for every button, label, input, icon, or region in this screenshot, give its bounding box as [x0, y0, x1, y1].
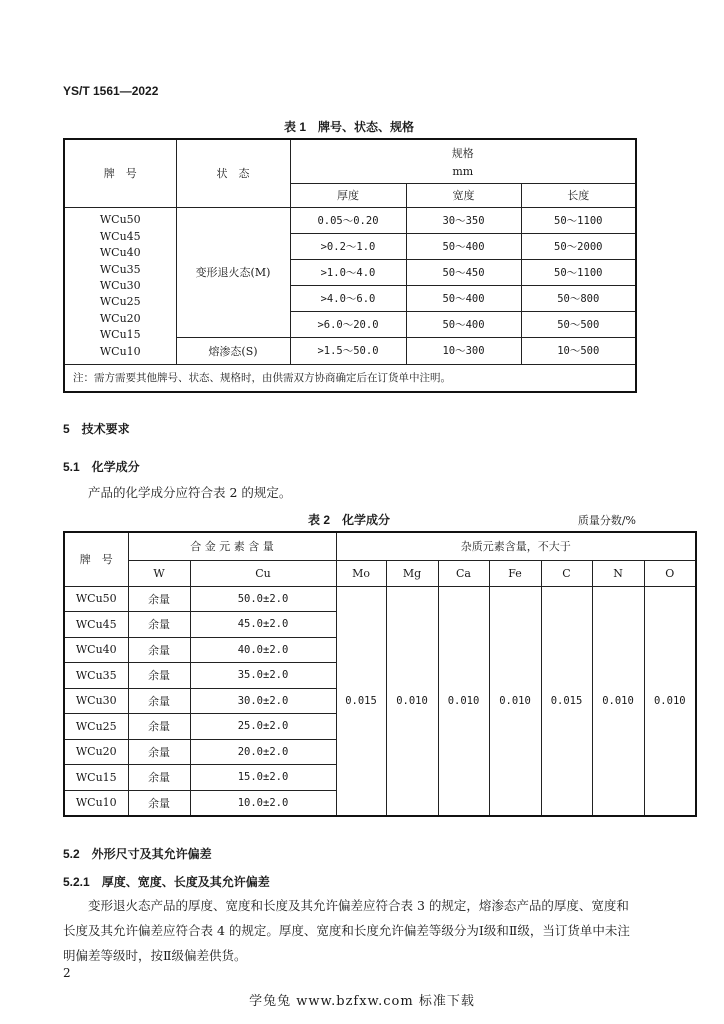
table2-w: 余量 [128, 688, 190, 714]
standard-code: YS/T 1561—2022 [63, 84, 159, 98]
table2-n-value: 0.010 [592, 586, 644, 816]
table1-cell: 50～450 [406, 259, 521, 285]
table1 [63, 138, 637, 393]
table2-o-value: 0.010 [644, 586, 696, 816]
table2-cu: 15.0±2.0 [190, 765, 336, 791]
table2-cu: 35.0±2.0 [190, 663, 336, 689]
table2-header-alloy: 合 金 元 素 含 量 [128, 532, 336, 560]
table2-header-n: N [592, 560, 644, 586]
table2-header-mg: Mg [386, 560, 438, 586]
section-5-2-1-heading: 5.2.1 厚度、宽度、长度及其允许偏差 [63, 875, 270, 889]
table1-cell: 50～400 [406, 285, 521, 311]
table2-ca-value: 0.010 [438, 586, 489, 816]
table2-cu: 25.0±2.0 [190, 714, 336, 740]
table2-header-cu: Cu [190, 560, 336, 586]
table2-grade: WCu25 [64, 714, 128, 740]
table2-grade: WCu40 [64, 637, 128, 663]
table2-w: 余量 [128, 790, 190, 816]
grade-item: WCu40 [99, 246, 141, 260]
table1-header-state: 状 态 [176, 139, 290, 207]
grade-item: WCu35 [99, 262, 141, 276]
table1-cell: 30～350 [406, 207, 521, 233]
table2-mo-value: 0.015 [336, 586, 386, 816]
table2-fe-value: 0.010 [489, 586, 541, 816]
table1-cell: 0.05～0.20 [290, 207, 406, 233]
table1-header-thickness: 厚度 [290, 183, 406, 207]
table2-header-o: O [644, 560, 696, 586]
table2-cu: 20.0±2.0 [190, 739, 336, 765]
table2-w: 余量 [128, 739, 190, 765]
table1-cell: 50～1100 [521, 207, 636, 233]
section-5-2-heading: 5.2 外形尺寸及其允许偏差 [63, 847, 212, 861]
table2-w: 余量 [128, 663, 190, 689]
table2-c-value: 0.015 [541, 586, 592, 816]
table2-w: 余量 [128, 765, 190, 791]
grade-item: WCu30 [99, 278, 141, 292]
table2-header-mo: Mo [336, 560, 386, 586]
table1-cell: >0.2～1.0 [290, 233, 406, 259]
table2-header-fe: Fe [489, 560, 541, 586]
grade-item: WCu20 [99, 311, 141, 325]
table2-header-ca: Ca [438, 560, 489, 586]
table1-cell: >4.0～6.0 [290, 285, 406, 311]
table1-cell: >1.0～4.0 [290, 259, 406, 285]
table2-mg-value: 0.010 [386, 586, 438, 816]
grade-item: WCu45 [99, 229, 141, 243]
table2-cu: 30.0±2.0 [190, 688, 336, 714]
table2-w: 余量 [128, 586, 190, 612]
table2-header-c: C [541, 560, 592, 586]
table2-grade: WCu20 [64, 739, 128, 765]
table1-header-length: 长度 [521, 183, 636, 207]
table2-w: 余量 [128, 637, 190, 663]
grade-item: WCu25 [99, 295, 141, 309]
table1-cell: >6.0～20.0 [290, 312, 406, 338]
section-5-2-1-text: 变形退火态产品的厚度、宽度和长度及其允许偏差应符合表 3 的规定，熔渗态产品的厚度、宽度和长度及其允许偏差应符合表 4 的规定。厚度、宽度和长度允许偏差等级分为Ⅰ级和Ⅱ级，当订货单中未注明偏差等级时，按Ⅱ级偏差供货。 [63, 898, 630, 963]
section-5-heading: 5 技术要求 [63, 422, 130, 436]
table1-cell: 50～2000 [521, 233, 636, 259]
table2-header-grade: 牌 号 [64, 532, 128, 586]
table2-w: 余量 [128, 612, 190, 638]
table1-cell: 50～1100 [521, 259, 636, 285]
section-5-1-text: 产品的化学成分应符合表 2 的规定。 [88, 485, 292, 500]
table1-note: 注：需方需要其他牌号、状态、规格时，由供需双方协商确定后在订货单中注明。 [64, 364, 636, 392]
table1-header-spec [290, 139, 636, 183]
table1-cell: 50～400 [406, 312, 521, 338]
table1-header-width: 宽度 [406, 183, 521, 207]
grade-item: WCu15 [99, 328, 141, 342]
page-number: 2 [63, 966, 71, 980]
watermark-footer: 学兔兔 www.bzfxw.com 标准下载 [249, 994, 475, 1009]
table1-grade-list [64, 207, 176, 364]
table2-grade: WCu10 [64, 790, 128, 816]
table1-state-infiltrated: 熔渗态(S) [176, 338, 290, 364]
table2-unit: 质量分数/% [577, 514, 636, 527]
table2-header-impurity: 杂质元素含量，不大于 [336, 532, 696, 560]
table2 [63, 531, 697, 817]
table2-cu: 45.0±2.0 [190, 612, 336, 638]
table2-cu: 40.0±2.0 [190, 637, 336, 663]
table1-cell: 50～400 [406, 233, 521, 259]
table2-grade: WCu45 [64, 612, 128, 638]
table1-cell: 10～300 [406, 338, 521, 364]
grade-item: WCu50 [99, 213, 141, 227]
table2-grade: WCu50 [64, 586, 128, 612]
table1-header-grade: 牌 号 [64, 139, 176, 207]
table2-cu: 50.0±2.0 [190, 586, 336, 612]
table2-grade: WCu15 [64, 765, 128, 791]
table1-caption: 表 1 牌号、状态、规格 [283, 120, 414, 134]
section-5-1-heading: 5.1 化学成分 [63, 460, 140, 474]
table2-caption: 表 2 化学成分 [307, 513, 390, 527]
grade-item: WCu10 [99, 344, 141, 358]
table1-spec-unit: mm [452, 164, 474, 178]
table1-state-annealed: 变形退火态(M) [176, 207, 290, 338]
table2-grade: WCu30 [64, 688, 128, 714]
table2-header-w: W [128, 560, 190, 586]
table1-cell: 10～500 [521, 338, 636, 364]
table1-cell: >1.5～50.0 [290, 338, 406, 364]
table2-cu: 10.0±2.0 [190, 790, 336, 816]
table2-grade: WCu35 [64, 663, 128, 689]
table1-spec-title: 规格 [451, 146, 474, 160]
table2-w: 余量 [128, 714, 190, 740]
table1-cell: 50～500 [521, 312, 636, 338]
table1-cell: 50～800 [521, 285, 636, 311]
